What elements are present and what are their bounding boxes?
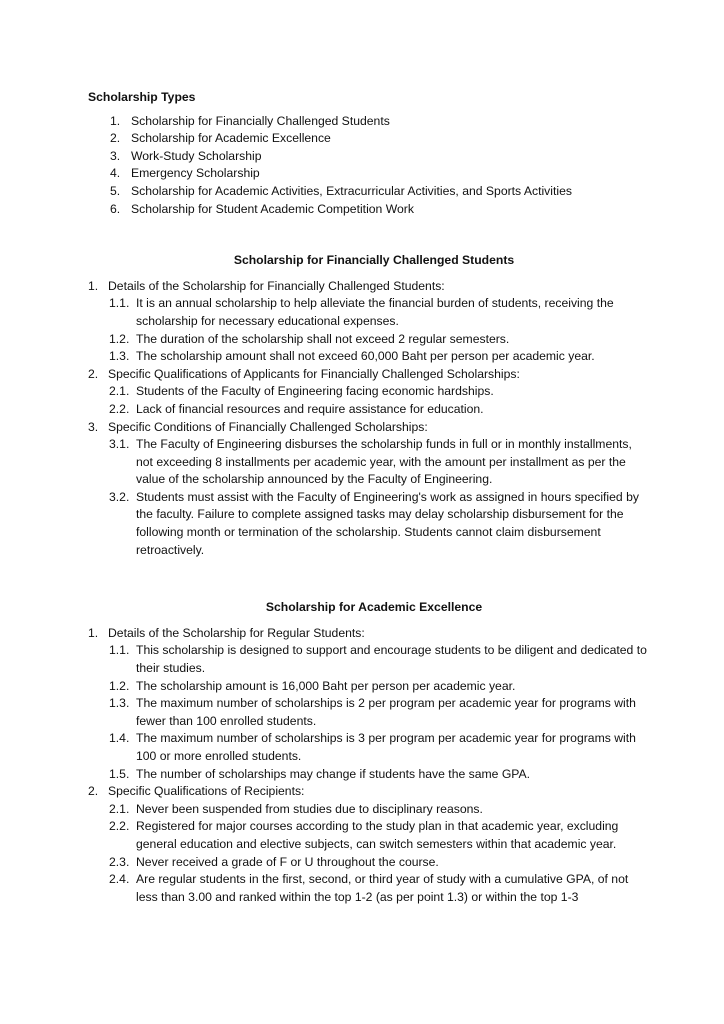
document-content — [88, 89, 648, 906]
subsection-item: 1.2. The duration of the scholarship shall not exceed 2 regular semesters. — [109, 331, 510, 346]
scholarship-types-list — [88, 113, 648, 219]
subsection-item: 1.3. The scholarship amount shall not exceed 60,000 Baht per person per academic year. — [109, 349, 595, 364]
academic-section — [88, 625, 648, 907]
subsection-item: 2.2. Registered for major courses according to the study plan in that academic year, excluding general education and elective subjects, can switch semesters within that academic year. — [109, 819, 619, 851]
list-item: 3. Work-Study Scholarship — [110, 148, 262, 163]
section-item: 2. Specific Qualifications of Applicants for Financially Challenged Scholarships: — [88, 366, 520, 381]
list-item: 5. Scholarship for Academic Activities, Extracurricular Activities, and Sports Activities — [110, 183, 572, 198]
list-item: 2. Scholarship for Academic Excellence — [110, 131, 331, 146]
subsection-item: 3.2. Students must assist with the Faculty of Engineering's work as assigned in hours specified by the faculty. Failure to complete assigned tasks may delay scholarship disbursement for the following month or termination of the scholarship. Students cannot claim disbursement retroactively. — [109, 489, 639, 557]
subsection-item: 1.1. It is an annual scholarship to help alleviate the financial burden of students, receiving the scholarship for necessary educational expenses. — [109, 296, 614, 328]
section-item: 1. Details of the Scholarship for Regular Students: — [88, 625, 365, 640]
section-item: 2. Specific Qualifications of Recipients: — [88, 784, 305, 799]
section-item: 1. Details of the Scholarship for Financially Challenged Students: — [88, 278, 445, 293]
subsection-item: 2.2. Lack of financial resources and require assistance for education. — [109, 401, 484, 416]
subsection-item: 2.3. Never received a grade of F or U throughout the course. — [109, 854, 439, 869]
subsection-item: 2.4. Are regular students in the first, second, or third year of study with a cumulative GPA, of not less than 3.00 and ranked within the top 1-2 (as per point 1.3) or within the top 1-3 — [109, 872, 629, 904]
subsection-item: 1.3. The maximum number of scholarships is 2 per program per academic year for programs with fewer than 100 enrolled students. — [109, 696, 636, 728]
list-item: 6. Scholarship for Student Academic Competition Work — [110, 201, 414, 216]
financial-scholarship-heading: Scholarship for Financially Challenged Students — [233, 253, 515, 268]
subsection-item: 1.2. The scholarship amount is 16,000 Baht per person per academic year. — [109, 678, 516, 693]
subsection-item: 3.1. The Faculty of Engineering disburses the scholarship funds in full or in monthly installments, not exceeding 8 installments per academic year, with the amount per installment as per the value of the scholarship announced by the Faculty of Engineering. — [109, 437, 632, 487]
list-item: 4. Emergency Scholarship — [110, 166, 260, 181]
section-item: 3. Specific Conditions of Financially Challenged Scholarships: — [88, 419, 428, 434]
subsection-item: 1.4. The maximum number of scholarships is 3 per program per academic year for programs with 100 or more enrolled students. — [109, 731, 636, 763]
subsection-item: 2.1. Students of the Faculty of Engineering facing economic hardships. — [109, 384, 494, 399]
scholarship-types-heading: Scholarship Types — [88, 90, 196, 104]
subsection-item: 2.1. Never been suspended from studies due to disciplinary reasons. — [109, 801, 483, 816]
academic-scholarship-heading: Scholarship for Academic Excellence — [265, 600, 483, 615]
list-item: 1. Scholarship for Financially Challenged Students — [110, 113, 390, 128]
subsection-item: 1.1. This scholarship is designed to support and encourage students to be diligent and dedicated to their studies. — [109, 643, 647, 676]
financial-section — [88, 278, 648, 560]
subsection-item: 1.5. The number of scholarships may change if students have the same GPA. — [109, 766, 531, 781]
